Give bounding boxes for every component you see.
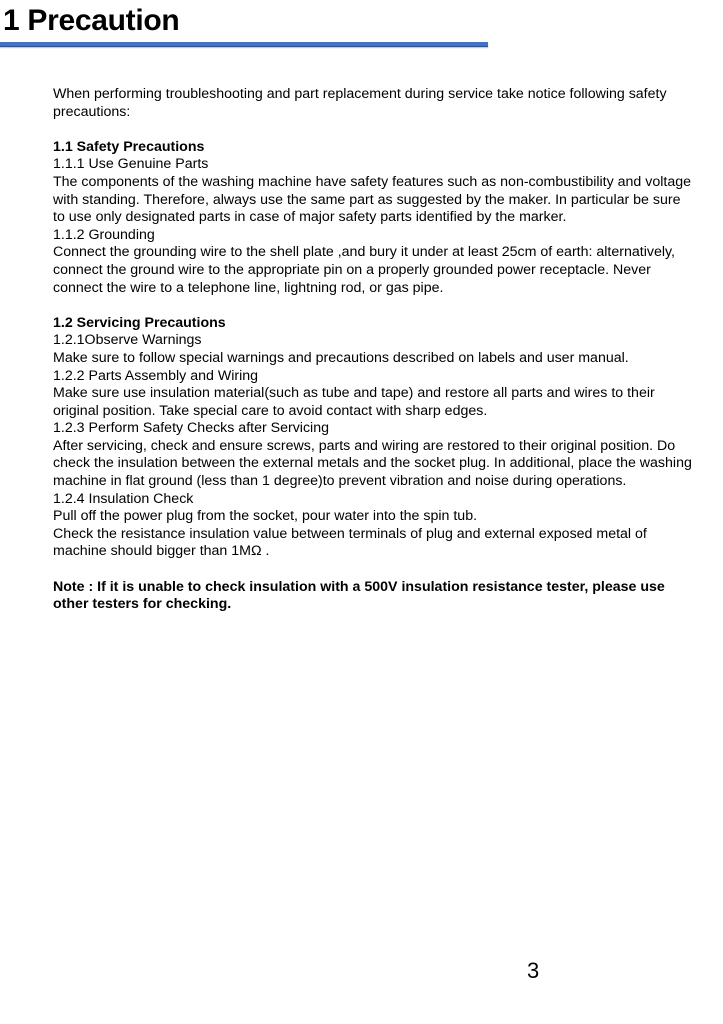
note-paragraph: Note : If it is unable to check insulation with a 500V insulation resistance tester, please use other testers for checking. — [53, 578, 665, 613]
subsection-1-1-1-heading: 1.1.1 Use Genuine Parts — [53, 156, 209, 173]
title-underline-rule — [0, 42, 488, 47]
subsection-1-2-3-heading: 1.2.3 Perform Safety Checks after Servicing — [53, 420, 329, 437]
subsection-1-2-2-heading: 1.2.2 Parts Assembly and Wiring — [53, 367, 259, 384]
subsection-1-2-3-text: After servicing, check and ensure screws, parts and wiring are restored to their original position. Do check the insulation between the external metals and the socket plug. In additional, place the washing machine in flat ground (less than 1 degree)to prevent vibration and noise during operations. — [53, 437, 692, 490]
page-title: 1 Precaution — [3, 4, 180, 37]
spacer — [53, 297, 693, 315]
section-1-2-heading: 1.2 Servicing Precautions — [53, 314, 226, 331]
subsection-1-1-2-text: Connect the grounding wire to the shell plate ,and bury it under at least 25cm of earth: alternatively, connect the ground wire to the appropriate pin on a properly grounded power receptacle. Never connect the wire to a telephone line, lightning rod, or gas pipe. — [53, 244, 675, 296]
subsection-1-1-1-text: The components of the washing machine have safety features such as non-combustibility and voltage with standing. Therefore, always use the same part as suggested by the maker. In particular be sure to use only designated parts in case of major safety parts identified by the marker. — [53, 173, 692, 226]
spacer — [53, 121, 693, 139]
subsection-1-2-4-heading: 1.2.4 Insulation Check — [53, 490, 194, 507]
subsection-1-1-2-heading: 1.1.2 Grounding — [53, 226, 155, 243]
subsection-1-2-1-heading: 1.2.1Observe Warnings — [53, 332, 202, 349]
subsection-1-2-4-text-2: Check the resistance insulation value between terminals of plug and external exposed metal of machine should bigger than 1MΩ . — [53, 525, 647, 560]
subsection-1-2-1-text: Make sure to follow special warnings and precautions described on labels and user manual. — [53, 349, 629, 366]
subsection-1-2-2-text: Make sure use insulation material(such as tube and tape) and restore all parts and wires to their original position. Take special care to avoid contact with sharp edges. — [53, 385, 655, 419]
section-1-1-heading: 1.1 Safety Precautions — [53, 138, 205, 155]
spacer — [53, 561, 693, 579]
document-body — [53, 86, 693, 614]
intro-paragraph: When performing troubleshooting and part replacement during service take notice following safety precautions: — [53, 86, 667, 120]
page-number: 3 — [527, 958, 540, 983]
subsection-1-2-4-text-1: Pull off the power plug from the socket, pour water into the spin tub. — [53, 508, 478, 525]
